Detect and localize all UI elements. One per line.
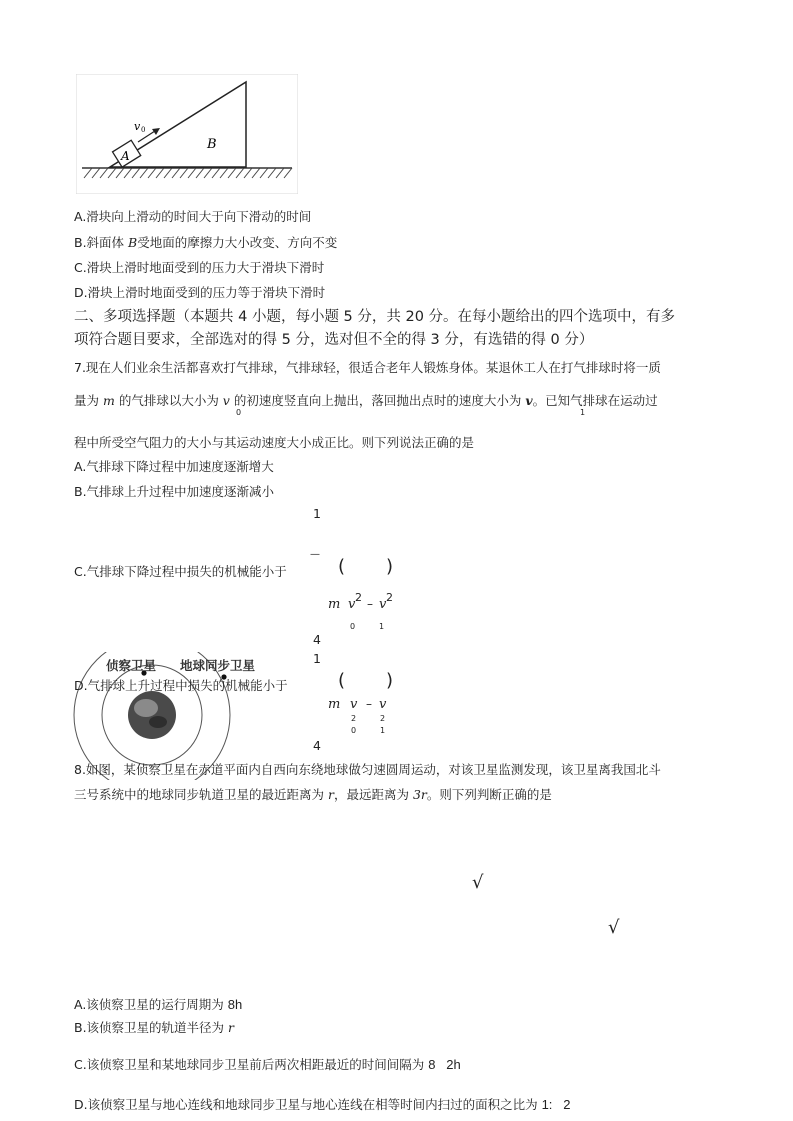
q8-option-a bbox=[74, 997, 242, 1013]
q7-frac-sq0-c: 2 bbox=[355, 591, 362, 604]
block-label: A bbox=[121, 149, 130, 163]
q7-frac-sq0-d: 2 bbox=[351, 714, 357, 723]
q7-frac-bar-c: — bbox=[310, 549, 320, 560]
q8-sqrt-2: √ bbox=[608, 917, 620, 938]
q7-frac-num-c: 1 bbox=[313, 506, 321, 521]
q8-option-b-value: r bbox=[228, 1020, 235, 1035]
q8-text: 。则下列判断正确的是 bbox=[426, 787, 552, 802]
incline-figure bbox=[76, 74, 298, 194]
q8-option-b-text: B.该侦察卫星的轨道半径为 bbox=[74, 1020, 229, 1035]
q7-paren-r-c: ) bbox=[386, 556, 394, 577]
q7-frac-sq1-d: 2 bbox=[380, 714, 386, 723]
q8-option-d-text: D.该侦察卫星与地心连线和地球同步卫星与地心连线在相等时间内扫过的面积之比为 bbox=[74, 1097, 542, 1112]
q6-option-b-pre: B.斜面体 bbox=[74, 235, 129, 250]
section2-line1: 二、多项选择题（本题共 4 小题，每小题 5 分，共 20 分。在每小题给出的四个选项中，有多 bbox=[74, 309, 676, 325]
q7-frac-sub1-d: 1 bbox=[380, 726, 386, 735]
q7-frac-num-d: 1 bbox=[313, 651, 321, 666]
q8-stem-line1: 8.如图，某侦察卫星在赤道平面内自西向东绕地球做匀速圆周运动，对该卫星监测发现，该卫星离我国北斗 bbox=[74, 762, 661, 777]
q7-stem-line1: 7.现在人们业余生活都喜欢打气排球，气排球轻，很适合老年人锻炼身体。某退休工人在打气排球时将一质 bbox=[74, 360, 661, 375]
q7-stem-line2 bbox=[74, 393, 658, 409]
q7-v1: v bbox=[525, 393, 533, 408]
q7-mass: m bbox=[102, 393, 115, 408]
q8-option-d bbox=[74, 1097, 571, 1113]
q8-option-b bbox=[74, 1020, 234, 1036]
q8-option-d-value: 1: 2 bbox=[541, 1097, 571, 1112]
earth-highlight bbox=[134, 699, 158, 717]
q7-paren-l-d: ( bbox=[338, 670, 346, 691]
q7-frac-sub0-c: 0 bbox=[350, 622, 356, 631]
orbit-label-geo: 地球同步卫星 bbox=[180, 658, 256, 673]
q7-frac-minus-d: – bbox=[366, 697, 372, 711]
q7-v0: v bbox=[222, 393, 230, 408]
q7-frac-sub1-c: 1 bbox=[379, 622, 385, 631]
q7-text: 。已知气排球在运动过 bbox=[532, 393, 658, 408]
q8-r-min: r bbox=[327, 787, 334, 802]
incline-label: B bbox=[207, 137, 217, 152]
q7-frac-m-d: m bbox=[328, 697, 341, 712]
section2-line2: 项符合题目要求，全部选对的得 5 分，选对但不全的得 3 分，有选错的得 0 分） bbox=[74, 332, 594, 348]
q7-option-c: C.气排球下降过程中损失的机械能小于 bbox=[74, 564, 287, 579]
q7-frac-v1-c: v bbox=[379, 597, 387, 612]
q7-sub-0: 0 bbox=[236, 408, 242, 417]
q8-option-a-text: A.该侦察卫星的运行周期为 bbox=[74, 997, 228, 1012]
q7-frac-v0-c: v bbox=[348, 597, 356, 612]
q8-sqrt-1: √ bbox=[472, 872, 484, 893]
q7-option-a: A.气排球下降过程中加速度逐渐增大 bbox=[74, 459, 274, 474]
q7-stem-line3: 程中所受空气阻力的大小与其运动速度大小成正比。则下列说法正确的是 bbox=[74, 435, 475, 450]
q7-frac-den-c: 4 bbox=[313, 632, 321, 647]
q7-text: 的气排球以大小为 bbox=[114, 393, 223, 408]
q7-frac-sq1-c: 2 bbox=[386, 591, 393, 604]
q6-option-b-post: 受地面的摩擦力大小改变、方向不变 bbox=[137, 235, 338, 250]
q7-frac-minus-c: – bbox=[367, 597, 373, 611]
q6-option-c: C.滑块上滑时地面受到的压力大于滑块下滑时 bbox=[74, 260, 325, 275]
q7-frac-den-d: 4 bbox=[313, 738, 321, 753]
q6-option-b-var: B bbox=[128, 235, 138, 250]
q8-option-c bbox=[74, 1057, 461, 1073]
q7-text: 量为 bbox=[74, 393, 103, 408]
q6-option-b bbox=[74, 235, 337, 251]
q7-frac-v1-d: v bbox=[379, 697, 387, 712]
q7-frac-sub0-d: 0 bbox=[351, 726, 357, 735]
q7-frac-m-c: m bbox=[328, 597, 341, 612]
q6-option-d: D.滑块上滑时地面受到的压力等于滑块下滑时 bbox=[74, 285, 326, 300]
earth-land bbox=[149, 716, 167, 728]
q7-frac-v0-d: v bbox=[350, 697, 358, 712]
orbit-label-recon: 侦察卫星 bbox=[106, 658, 157, 673]
q8-r-max: 3r bbox=[412, 787, 427, 802]
q6-option-a: A.滑块向上滑动的时间大于向下滑动的时间 bbox=[74, 209, 312, 224]
q8-option-c-text: C.该侦察卫星和某地球同步卫星前后两次相距最近的时间间隔为 bbox=[74, 1057, 429, 1072]
q7-paren-l-c: ( bbox=[338, 556, 346, 577]
velocity-subscript: 0 bbox=[141, 126, 146, 134]
q7-option-b: B.气排球上升过程中加速度逐渐减小 bbox=[74, 484, 275, 499]
q8-text: 三号系统中的地球同步轨道卫星的最近距离为 bbox=[74, 787, 328, 802]
q7-paren-r-d: ) bbox=[386, 670, 394, 691]
q8-text: ，最远距离为 bbox=[333, 787, 413, 802]
velocity-label: v bbox=[134, 120, 141, 133]
q8-option-a-value: 8h bbox=[227, 997, 243, 1012]
q8-stem-line2 bbox=[74, 787, 552, 803]
q7-option-d: D.气排球上升过程中损失的机械能小于 bbox=[74, 678, 288, 693]
q7-text: 的初速度竖直向上抛出，落回抛出点时的速度大小为 bbox=[229, 393, 526, 408]
q8-option-c-value: 8 2h bbox=[428, 1057, 461, 1072]
q7-sub-1: 1 bbox=[580, 408, 586, 417]
